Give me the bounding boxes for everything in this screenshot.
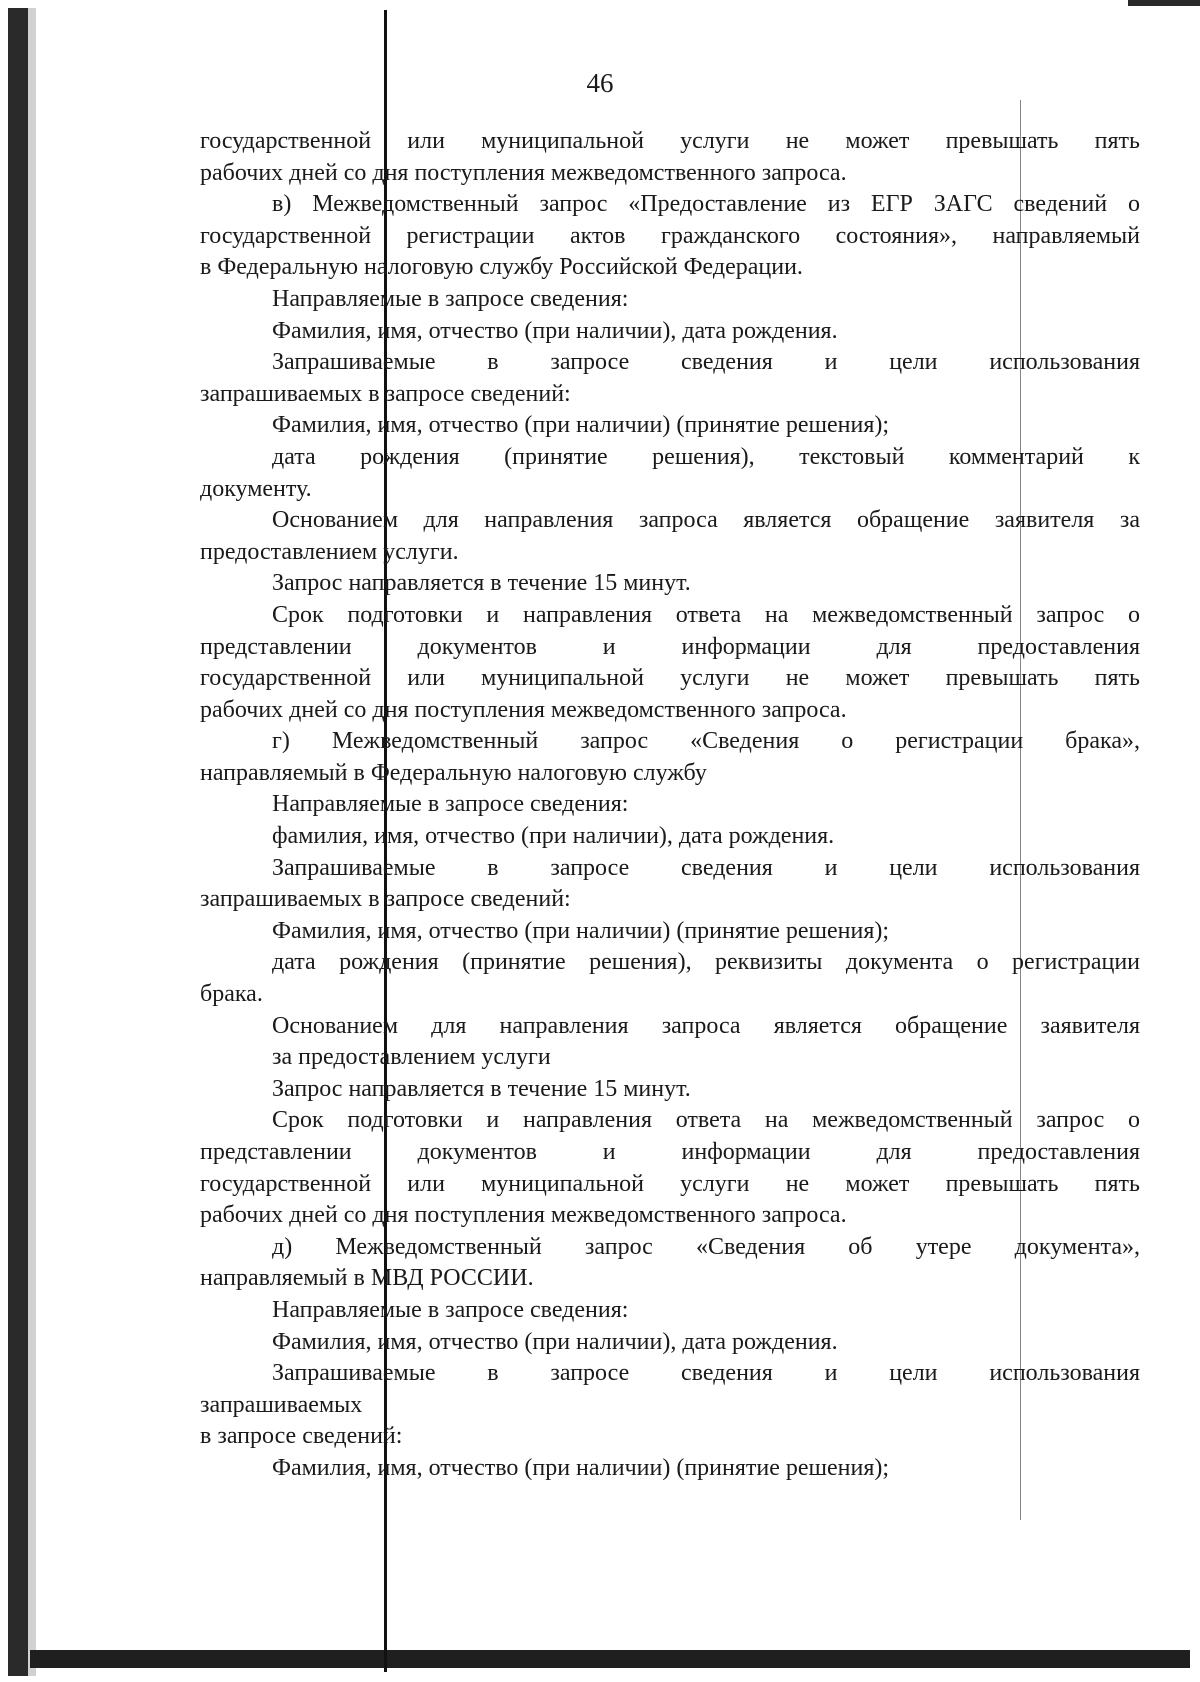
text-line: запрашиваемых bbox=[200, 1391, 363, 1418]
text-line: Основанием для направления запроса является обращение заявителя за bbox=[272, 507, 1140, 534]
text-line: г) Межведомственный запрос «Сведения о регистрации брака», bbox=[272, 728, 1140, 755]
text-line: Направляемые в запросе сведения: bbox=[272, 1296, 629, 1323]
text-line: направляемый в Федеральную налоговую службу bbox=[200, 759, 707, 786]
text-line: предоставлением услуги. bbox=[200, 538, 459, 565]
text-line: Фамилия, имя, отчество (при наличии), дата рождения. bbox=[272, 1328, 838, 1355]
text-line: Фамилия, имя, отчество (при наличии) (принятие решения); bbox=[272, 1454, 890, 1481]
text-line: рабочих дней со дня поступления межведомственного запроса. bbox=[200, 1202, 847, 1229]
text-line: Направляемые в запросе сведения: bbox=[272, 285, 629, 312]
text-line: брака. bbox=[200, 981, 263, 1008]
text-line: в Федеральную налоговую службу Российской Федерации. bbox=[200, 254, 803, 281]
text-line: в запросе сведений: bbox=[200, 1423, 403, 1450]
text-line: Запрашиваемые в запросе сведения и цели использования bbox=[272, 854, 1140, 881]
text-line: дата рождения (принятие решения), реквизиты документа о регистрации bbox=[272, 949, 1140, 976]
document-body bbox=[200, 126, 1140, 1485]
text-line: Основанием для направления запроса является обращение заявителя bbox=[272, 1012, 1140, 1039]
text-line: Фамилия, имя, отчество (при наличии), дата рождения. bbox=[272, 317, 838, 344]
text-line: Запрос направляется в течение 15 минут. bbox=[272, 1075, 691, 1102]
text-line: запрашиваемых в запросе сведений: bbox=[200, 886, 571, 913]
text-line: Срок подготовки и направления ответа на межведомственный запрос о bbox=[272, 601, 1140, 628]
text-line: государственной или муниципальной услуги не может превышать пять bbox=[200, 665, 1140, 692]
scan-left-edge-shadow bbox=[28, 8, 36, 1676]
text-line: представлении документов и информации для предоставления bbox=[200, 633, 1140, 660]
text-line: направляемый в МВД РОССИИ. bbox=[200, 1265, 534, 1292]
text-line: Запрос направляется в течение 15 минут. bbox=[272, 570, 691, 597]
text-line: государственной регистрации актов гражданского состояния», направляемый bbox=[200, 222, 1140, 249]
scan-bottom-edge bbox=[30, 1650, 1190, 1668]
scan-left-edge bbox=[8, 8, 28, 1676]
text-line: Направляемые в запросе сведения: bbox=[272, 791, 629, 818]
text-line: фамилия, имя, отчество (при наличии), дата рождения. bbox=[272, 823, 835, 850]
text-line: Запрашиваемые в запросе сведения и цели использования bbox=[272, 349, 1140, 376]
page-number: 46 bbox=[586, 68, 614, 98]
scan-top-right-mark bbox=[1128, 0, 1200, 6]
text-line: дата рождения (принятие решения), текстовый комментарий к bbox=[272, 443, 1140, 470]
text-line: д) Межведомственный запрос «Сведения об утере документа», bbox=[272, 1233, 1140, 1260]
text-line: рабочих дней со дня поступления межведомственного запроса. bbox=[200, 696, 847, 723]
text-line: Фамилия, имя, отчество (при наличии) (принятие решения); bbox=[272, 917, 890, 944]
text-line: за предоставлением услуги bbox=[272, 1044, 551, 1071]
text-line: запрашиваемых в запросе сведений: bbox=[200, 380, 571, 407]
text-line: государственной или муниципальной услуги не может превышать пять bbox=[200, 1170, 1140, 1197]
text-line: документу. bbox=[200, 475, 312, 502]
text-line: рабочих дней со дня поступления межведомственного запроса. bbox=[200, 159, 847, 186]
text-line: Фамилия, имя, отчество (при наличии) (принятие решения); bbox=[272, 412, 890, 439]
text-line: государственной или муниципальной услуги не может превышать пять bbox=[200, 128, 1140, 154]
text-line: Запрашиваемые в запросе сведения и цели использования bbox=[272, 1360, 1140, 1387]
text-line: в) Межведомственный запрос «Предоставление из ЕГР ЗАГС сведений о bbox=[272, 191, 1140, 218]
text-line: Срок подготовки и направления ответа на межведомственный запрос о bbox=[272, 1107, 1140, 1134]
text-line: представлении документов и информации для предоставления bbox=[200, 1139, 1140, 1165]
